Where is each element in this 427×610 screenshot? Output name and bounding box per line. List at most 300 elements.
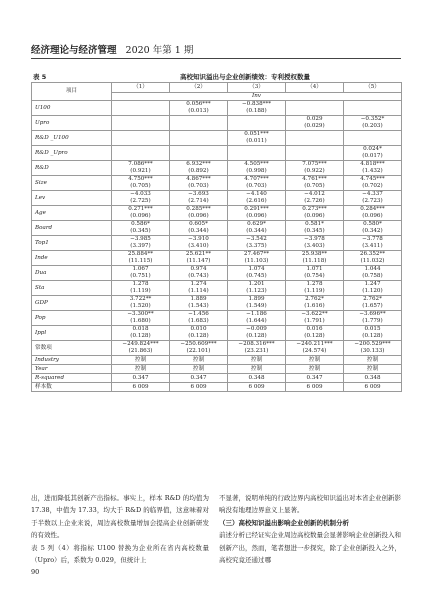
- variable-name: Year: [32, 365, 112, 374]
- standard-error: (1.657): [362, 303, 383, 309]
- variable-name: Inde: [32, 251, 112, 266]
- coefficient: −250.609***: [180, 341, 217, 348]
- table-cell: [112, 146, 170, 161]
- coefficient: 1.201: [248, 281, 265, 288]
- table-cell: [170, 221, 228, 236]
- coefficient: −0.838***: [241, 101, 272, 108]
- table-title: 高校知识溢出与企业创新绩效：专利授权数量: [180, 73, 310, 81]
- table-cell: [344, 326, 402, 341]
- standard-error: (2.725): [130, 198, 151, 204]
- standard-error: (0.017): [362, 153, 383, 159]
- table-cell: [228, 281, 286, 296]
- table-cell: [344, 131, 402, 146]
- table-cell: [112, 116, 170, 131]
- table-cell: [344, 206, 402, 221]
- coefficient: −3.910: [188, 236, 209, 243]
- standard-error: (0.892): [188, 168, 209, 174]
- table-cell: [112, 206, 170, 221]
- coefficient: −4.012: [304, 191, 325, 198]
- journal-header: [31, 42, 401, 56]
- standard-error: (1.680): [130, 318, 151, 324]
- standard-error: (0.921): [130, 168, 151, 174]
- table-row: [32, 176, 402, 191]
- standard-error: (1.779): [362, 318, 383, 324]
- standard-error: (0.345): [130, 228, 151, 234]
- coefficient: −3.622**: [301, 311, 328, 318]
- coefficient: 1.044: [364, 266, 381, 273]
- standard-error: (0.745): [246, 273, 267, 279]
- standard-error: (11.118): [302, 258, 327, 264]
- standard-error: (2.714): [188, 198, 209, 204]
- table-cell: [228, 131, 286, 146]
- standard-error: (24.574): [302, 348, 327, 354]
- coefficient: 0.581*: [305, 221, 324, 228]
- coefficient: −4.337: [362, 191, 383, 198]
- table-cell: 控制: [344, 356, 402, 365]
- coefficient: 0.586*: [131, 221, 150, 228]
- table-cell: 0.347: [286, 374, 344, 383]
- coefficient: 0.029: [306, 116, 323, 123]
- table-cell: [228, 341, 286, 356]
- table-cell: [344, 176, 402, 191]
- coefficient: −3.542: [246, 236, 267, 243]
- standard-error: (0.203): [362, 123, 383, 129]
- standard-error: (1.120): [362, 288, 383, 294]
- table-row: [32, 236, 402, 251]
- coefficient: −3.693: [188, 191, 209, 198]
- section-heading: （三）高校知识溢出影响企业创新的机制分析: [219, 518, 349, 527]
- header-rule: [31, 58, 401, 59]
- table-cell: [112, 326, 170, 341]
- standard-error: (0.096): [362, 213, 383, 219]
- table-cell: [286, 146, 344, 161]
- standard-error: (0.096): [130, 213, 151, 219]
- dependent-variable: Inv: [112, 93, 402, 101]
- coefficient: 0.284***: [360, 206, 385, 213]
- coefficient: −1.186: [246, 311, 267, 318]
- coefficient: 25.938**: [301, 251, 328, 258]
- coefficient: 1.247: [364, 281, 381, 288]
- standard-error: (0.096): [188, 213, 209, 219]
- table-cell: 控制: [286, 365, 344, 374]
- coefficient: 7.075***: [302, 161, 327, 168]
- table-cell: [112, 236, 170, 251]
- table-cell: [170, 296, 228, 311]
- standard-error: (0.011): [246, 138, 267, 144]
- body-text-left: [31, 492, 209, 566]
- standard-error: (0.128): [246, 333, 267, 339]
- column-header: （1）: [112, 83, 170, 93]
- coefficient: 0.016: [306, 326, 323, 333]
- table-cell: [344, 296, 402, 311]
- standard-error: (1.119): [304, 288, 325, 294]
- table-cell: [344, 146, 402, 161]
- coefficient: 1.071: [306, 266, 323, 273]
- table-cell: 控制: [112, 365, 170, 374]
- table-cell: [228, 206, 286, 221]
- table-cell: [228, 221, 286, 236]
- journal-issue: 2020 年第 1 期: [125, 45, 194, 56]
- coefficient: 4.867***: [186, 176, 211, 183]
- table-cell: [170, 251, 228, 266]
- variable-name: 常数项: [32, 341, 112, 356]
- table-cell: 控制: [170, 356, 228, 365]
- variable-name: Pop: [32, 311, 112, 326]
- table-cell: [286, 206, 344, 221]
- table-cell: [344, 161, 402, 176]
- variable-name: Upro: [32, 116, 112, 131]
- table-cell: [228, 311, 286, 326]
- body-paragraph: 不显著，说明单纯的行政边界内高校知识溢出对本省企业创新影响没有地理边界意义上显著。: [219, 494, 401, 515]
- standard-error: (0.096): [246, 213, 267, 219]
- standard-error: (0.344): [188, 228, 209, 234]
- table-row: [32, 131, 402, 146]
- table-row: [32, 326, 402, 341]
- table-row: [32, 311, 402, 326]
- standard-error: (2.616): [246, 198, 267, 204]
- standard-error: (0.751): [130, 273, 151, 279]
- table-cell: [344, 101, 402, 116]
- body-paragraph: 出，进而降低其创新产出指标。事实上，样本 R&D 的均值为 17.38，中值为 17.33，均大于 R&D 的临界值，这意味着对于半数以上企业来说，周边高校数量增加会提高企业创新研发的有效性。: [31, 494, 209, 540]
- table-cell: [286, 161, 344, 176]
- table-cell: [286, 101, 344, 116]
- coefficient: 4.750***: [128, 176, 153, 183]
- table-cell: [344, 116, 402, 131]
- table-cell: [228, 146, 286, 161]
- control-row: [32, 383, 402, 392]
- coefficient: 3.722**: [129, 296, 152, 303]
- coefficient: −0.009: [246, 326, 267, 333]
- standard-error: (1.123): [246, 288, 267, 294]
- table-cell: [170, 101, 228, 116]
- coefficient: 6.932***: [186, 161, 211, 168]
- coefficient: 0.018: [132, 326, 149, 333]
- table-cell: [170, 281, 228, 296]
- coefficient: −3.300**: [127, 311, 154, 318]
- table-cell: 控制: [228, 356, 286, 365]
- variable-name: R&D _U100: [32, 131, 112, 146]
- table-cell: [228, 266, 286, 281]
- table-cell: [344, 251, 402, 266]
- coefficient: −1.456: [188, 311, 209, 318]
- table-cell: [228, 296, 286, 311]
- standard-error: (1.520): [130, 303, 151, 309]
- coefficient: 25.884**: [127, 251, 154, 258]
- table-cell: [286, 191, 344, 206]
- standard-error: (0.922): [304, 168, 325, 174]
- table-cell: [228, 326, 286, 341]
- table-cell: [170, 131, 228, 146]
- table-row: [32, 341, 402, 356]
- table-cell: [286, 116, 344, 131]
- variable-name: Lev: [32, 191, 112, 206]
- table-cell: 6 009: [170, 383, 228, 392]
- coefficient: 1.274: [190, 281, 207, 288]
- coefficient: 0.605*: [189, 221, 208, 228]
- table-cell: [112, 266, 170, 281]
- coefficient: 0.051***: [244, 131, 269, 138]
- standard-error: (0.705): [130, 183, 151, 189]
- table-cell: [286, 176, 344, 191]
- table-cell: 控制: [286, 356, 344, 365]
- standard-error: (3.403): [304, 243, 325, 249]
- standard-error: (0.344): [246, 228, 267, 234]
- standard-error: (1.549): [246, 303, 267, 309]
- variable-name: Top1: [32, 236, 112, 251]
- standard-error: (0.345): [304, 228, 325, 234]
- standard-error: (11.115): [128, 258, 153, 264]
- coefficient: 0.271***: [128, 206, 153, 213]
- table-cell: [170, 146, 228, 161]
- table-cell: [112, 101, 170, 116]
- table-cell: [228, 116, 286, 131]
- variable-name: Sta: [32, 281, 112, 296]
- standard-error: (2.723): [362, 198, 383, 204]
- variable-name: Board: [32, 221, 112, 236]
- table-cell: [170, 191, 228, 206]
- standard-error: (0.128): [362, 333, 383, 339]
- table-cell: 控制: [112, 356, 170, 365]
- coefficient: 4.818***: [360, 161, 385, 168]
- table-cell: [344, 191, 402, 206]
- standard-error: (0.754): [304, 273, 325, 279]
- column-header: （2）: [170, 83, 228, 93]
- column-header: （4）: [286, 83, 344, 93]
- standard-error: (1.683): [188, 318, 209, 324]
- table-cell: [286, 296, 344, 311]
- coefficient: −249.824***: [122, 341, 159, 348]
- table-cell: 6 009: [344, 383, 402, 392]
- coefficient: 0.580*: [363, 221, 382, 228]
- coefficient: 0.024*: [363, 146, 382, 153]
- control-row: [32, 374, 402, 383]
- coefficient: 1.899: [248, 296, 265, 303]
- standard-error: (0.188): [246, 108, 267, 114]
- table-row: [32, 266, 402, 281]
- control-row: [32, 365, 402, 374]
- table-cell: [344, 311, 402, 326]
- table-cell: [112, 161, 170, 176]
- coefficient: 1.889: [190, 296, 207, 303]
- table-cell: [286, 281, 344, 296]
- coefficient: 0.629*: [247, 221, 266, 228]
- coefficient: 7.086***: [128, 161, 153, 168]
- coefficient: 0.273***: [302, 206, 327, 213]
- table-cell: [170, 266, 228, 281]
- journal-name: 经济理论与经济管理: [31, 45, 117, 56]
- coefficient: 1.074: [248, 266, 265, 273]
- standard-error: (1.616): [304, 303, 325, 309]
- table-cell: [112, 221, 170, 236]
- table-cell: 0.348: [228, 374, 286, 383]
- table-row: [32, 161, 402, 176]
- table-cell: [112, 191, 170, 206]
- standard-error: (11.032): [360, 258, 385, 264]
- page-number: 90: [31, 568, 40, 576]
- body-paragraph: 表 5 列（4）将指标 U100 替换为企业所在省内高校数量（Upro）后，系数为 0.029，但统计上: [31, 543, 209, 565]
- table-cell: 0.348: [344, 374, 402, 383]
- table-cell: 控制: [170, 365, 228, 374]
- coefficient: 0.015: [364, 326, 381, 333]
- table-row: [32, 221, 402, 236]
- table-cell: 6 009: [286, 383, 344, 392]
- table-label: 表 5: [33, 73, 47, 81]
- table-cell: [170, 116, 228, 131]
- coefficient: −3.778: [362, 236, 383, 243]
- table-cell: [170, 161, 228, 176]
- variable-name: Ippl: [32, 326, 112, 341]
- table-cell: 0.347: [112, 374, 170, 383]
- coefficient: −4.140: [246, 191, 267, 198]
- coefficient: −3.696**: [359, 311, 386, 318]
- table-row: [32, 191, 402, 206]
- standard-error: (11.147): [186, 258, 211, 264]
- table-cell: [228, 191, 286, 206]
- standard-error: (0.096): [304, 213, 325, 219]
- variable-name: U100: [32, 101, 112, 116]
- table-cell: [112, 296, 170, 311]
- variable-name: Industry: [32, 356, 112, 365]
- standard-error: (0.758): [362, 273, 383, 279]
- standard-error: (1.791): [304, 318, 325, 324]
- variable-name: R-squared: [32, 374, 112, 383]
- table-cell: [112, 341, 170, 356]
- coefficient: 26.352**: [359, 251, 386, 258]
- table-cell: [228, 251, 286, 266]
- table-cell: [228, 101, 286, 116]
- standard-error: (21.863): [128, 348, 153, 354]
- table-cell: [170, 206, 228, 221]
- standard-error: (0.342): [362, 228, 383, 234]
- coefficient: −4.033: [130, 191, 151, 198]
- table-cell: [344, 281, 402, 296]
- coefficient: 4.505***: [244, 161, 269, 168]
- table-cell: [170, 326, 228, 341]
- standard-error: (30.133): [360, 348, 385, 354]
- table-cell: [112, 131, 170, 146]
- coefficient: 4.761***: [302, 176, 327, 183]
- table-cell: 6 009: [228, 383, 286, 392]
- table-cell: [170, 236, 228, 251]
- table-cell: [286, 326, 344, 341]
- table-cell: [344, 221, 402, 236]
- table-cell: [228, 176, 286, 191]
- table-header-row: [32, 83, 402, 93]
- standard-error: (3.410): [188, 243, 209, 249]
- table-cell: 6 009: [112, 383, 170, 392]
- standard-error: (1.543): [188, 303, 209, 309]
- table-cell: [286, 251, 344, 266]
- regression-table: [31, 82, 402, 392]
- table-cell: 控制: [344, 365, 402, 374]
- coefficient: 27.467**: [243, 251, 270, 258]
- table-cell: [112, 176, 170, 191]
- table-row: [32, 251, 402, 266]
- variable-name: R&D: [32, 161, 112, 176]
- coefficient: 1.278: [306, 281, 323, 288]
- table-cell: [170, 311, 228, 326]
- coefficient: −240.211***: [296, 341, 333, 348]
- table-cell: [112, 311, 170, 326]
- coefficient: −3.985: [130, 236, 151, 243]
- table-cell: [344, 341, 402, 356]
- body-paragraph: 前述分析已经证实企业周边高校数量会显著影响企业创新投入和创新产出，然而，笔者想进一步探究，除了企业创新投入之外，高校究竟还通过哪: [219, 531, 401, 565]
- table-row: [32, 146, 402, 161]
- coefficient: 0.056***: [186, 101, 211, 108]
- standard-error: (1.644): [246, 318, 267, 324]
- standard-error: (0.128): [304, 333, 325, 339]
- coefficient: −208.316***: [238, 341, 275, 348]
- table-cell: [286, 236, 344, 251]
- variable-name: R&D _Upro: [32, 146, 112, 161]
- table-cell: [344, 266, 402, 281]
- standard-error: (2.726): [304, 198, 325, 204]
- table-cell: 控制: [228, 365, 286, 374]
- table-cell: [228, 236, 286, 251]
- table-cell: [286, 221, 344, 236]
- body-text-right: [219, 492, 401, 566]
- standard-error: (3.411): [362, 243, 383, 249]
- table-cell: [228, 161, 286, 176]
- standard-error: (0.743): [188, 273, 209, 279]
- coefficient: −200.529***: [354, 341, 391, 348]
- standard-error: (1.119): [130, 288, 151, 294]
- coefficient: 0.285***: [186, 206, 211, 213]
- coefficient: 2.762*: [305, 296, 324, 303]
- standard-error: (23.231): [244, 348, 269, 354]
- variable-name: 样本数: [32, 383, 112, 392]
- coefficient: 0.974: [190, 266, 207, 273]
- table-row: [32, 116, 402, 131]
- standard-error: (0.702): [362, 183, 383, 189]
- table-cell: [112, 251, 170, 266]
- standard-error: (0.128): [188, 333, 209, 339]
- table-cell: [344, 236, 402, 251]
- standard-error: (1.432): [362, 168, 383, 174]
- table-row: [32, 296, 402, 311]
- coefficient: 2.762*: [363, 296, 382, 303]
- control-row: [32, 356, 402, 365]
- table-row: [32, 281, 402, 296]
- column-header: （5）: [344, 83, 402, 93]
- standard-error: (11.103): [244, 258, 269, 264]
- table-row: [32, 206, 402, 221]
- standard-error: (3.397): [130, 243, 151, 249]
- coefficient: 1.278: [132, 281, 149, 288]
- standard-error: (3.375): [246, 243, 267, 249]
- variable-name: Age: [32, 206, 112, 221]
- coefficient: 4.707***: [244, 176, 269, 183]
- table-cell: [112, 281, 170, 296]
- coefficient: 0.291***: [244, 206, 269, 213]
- standard-error: (0.705): [304, 183, 325, 189]
- coefficient: −3.978: [304, 236, 325, 243]
- table-cell: [170, 176, 228, 191]
- variable-name: Size: [32, 176, 112, 191]
- standard-error: (0.013): [188, 108, 209, 114]
- table-header-item: 项目: [32, 83, 112, 101]
- table-cell: [286, 131, 344, 146]
- table-row: [32, 101, 402, 116]
- standard-error: (22.101): [186, 348, 211, 354]
- table-cell: [170, 341, 228, 356]
- coefficient: 0.010: [190, 326, 207, 333]
- standard-error: (0.998): [246, 168, 267, 174]
- variable-name: Dua: [32, 266, 112, 281]
- coefficient: 1.067: [132, 266, 149, 273]
- table-cell: [286, 311, 344, 326]
- coefficient: 4.745***: [360, 176, 385, 183]
